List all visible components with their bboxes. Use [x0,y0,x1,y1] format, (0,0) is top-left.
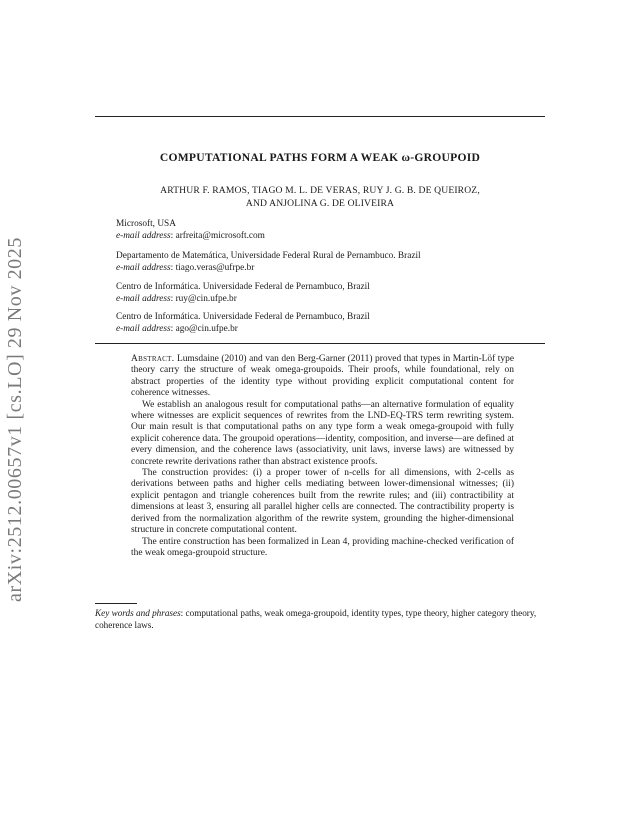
abstract-paragraph-1 [131,354,514,400]
keywords-footnote [95,607,547,631]
email-label: e-mail address [116,294,171,304]
affiliation-2 [116,250,556,274]
header-rule [95,343,545,344]
abstract-text: Lumsdaine (2010) and van den Berg-Garner (2011) proved that types in Martin-Löf type theory carry the structure of weak omega-groupoids. Their proofs, while foundational, rely on abstract properties of the identity type without providing explicit computational content for coherence witnesses. [131,354,515,399]
email-address[interactable]: : ruy@cin.ufpe.br [170,294,237,304]
author-list [115,184,525,210]
keywords-text: : computational paths, weak omega-groupoid, identity types, type theory, higher category theory, coherence laws. [95,608,537,630]
abstract [131,354,514,559]
email-address[interactable]: : ago@cin.ufpe.br [170,324,238,334]
affiliation-1 [116,218,556,242]
abstract-paragraph-2: We establish an analogous result for computational paths—an alternative formulation of equality where witnesses are explicit sequences of rewrites from the LND-EQ-TRS term rewriting system. Our main result is that computational paths on any type form a weak omega-groupoid with fully explicit coherence data. The groupoid operations—identity, composition, and inverse—are defined at every dimension, and the coherence laws (associativity, unit laws, inverse laws) are witnessed by concrete rewrite derivations rather than abstract existence proofs. [131,399,514,467]
abstract-paragraph-4: The entire construction has been formalized in Lean 4, providing machine-checked verification of the weak omega-groupoid structure. [131,536,514,558]
author-line-1: ARTHUR F. RAMOS, TIAGO M. L. DE VERAS, RUY J. G. B. DE QUEIROZ, [160,185,480,196]
affiliation-institution: Microsoft, USA [116,219,176,229]
affiliation-4 [116,311,556,335]
top-rule [95,116,545,117]
affiliation-institution: Departamento de Matemática, Universidade Federal Rural de Pernambuco. Brazil [116,251,421,261]
abstract-label: Abstract. [131,354,175,364]
email-address[interactable]: : arfreita@microsoft.com [170,231,265,241]
affiliation-3 [116,281,556,305]
arxiv-identifier: arXiv:2512.00657v1 [cs.LO] 29 Nov 2025 [4,237,26,602]
keywords-label: Key words and phrases [95,608,181,618]
affiliation-institution: Centro de Informática. Universidade Federal de Pernambuco, Brazil [116,282,370,292]
author-line-2: AND ANJOLINA G. DE OLIVEIRA [245,198,395,209]
email-label: e-mail address [116,231,171,241]
email-label: e-mail address [116,324,171,334]
affiliation-institution: Centro de Informática. Universidade Federal de Pernambuco, Brazil [116,312,370,322]
abstract-paragraph-3: The construction provides: (i) a proper tower of n-cells for all dimensions, with 2-cells as derivations between paths and higher cells mediating between lower-dimensional witnesses; (ii) explicit pentagon and triangle coherences built from the rewrite rules; and (iii) contractibility at dimensions at least 3, ensuring all parallel higher cells are connected. The contractibility property is derived from the normalization algorithm of the rewrite system, grounding the higher-dimensional structure in concrete computational content. [131,468,514,536]
paper-title: COMPUTATIONAL PATHS FORM A WEAK ω-GROUPOID [159,151,481,164]
footnote-rule [95,603,137,604]
email-address[interactable]: : tiago.veras@ufrpe.br [170,263,255,273]
email-label: e-mail address [116,263,171,273]
